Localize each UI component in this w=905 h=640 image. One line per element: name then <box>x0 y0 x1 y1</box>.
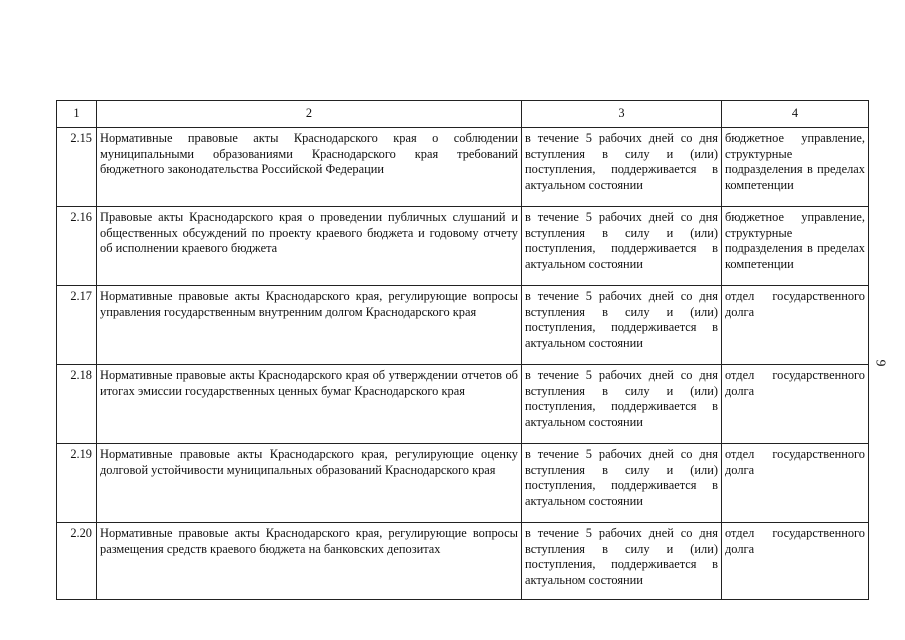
table-row <box>57 523 869 600</box>
row-number: 2.16 <box>57 207 97 286</box>
table-header-row <box>57 101 869 128</box>
row-number: 2.19 <box>57 444 97 523</box>
row-responsible: бюджетное управление, структурные подразделения в пределах компетенции <box>722 128 869 207</box>
row-term: в течение 5 рабочих дней со дня вступления в силу и (или) поступления, поддерживается в актуальном состоянии <box>522 286 722 365</box>
table-row <box>57 365 869 444</box>
header-cell-4: 4 <box>722 101 869 128</box>
row-term: в течение 5 рабочих дней со дня вступления в силу и (или) поступления, поддерживается в актуальном состоянии <box>522 365 722 444</box>
row-number: 2.18 <box>57 365 97 444</box>
header-cell-3: 3 <box>522 101 722 128</box>
table-row <box>57 286 869 365</box>
row-description: Нормативные правовые акты Краснодарского края, регулирующие вопросы управления государственным внутренним долгом Краснодарского края <box>97 286 522 365</box>
row-term: в течение 5 рабочих дней со дня вступления в силу и (или) поступления, поддерживается в актуальном состоянии <box>522 523 722 600</box>
row-term: в течение 5 рабочих дней со дня вступления в силу и (или) поступления, поддерживается в актуальном состоянии <box>522 444 722 523</box>
row-term: в течение 5 рабочих дней со дня вступления в силу и (или) поступления, поддерживается в актуальном состоянии <box>522 128 722 207</box>
row-term: в течение 5 рабочих дней со дня вступления в силу и (или) поступления, поддерживается в актуальном состоянии <box>522 207 722 286</box>
row-number: 2.20 <box>57 523 97 600</box>
header-cell-1: 1 <box>57 101 97 128</box>
table-row <box>57 444 869 523</box>
row-responsible: бюджетное управление, структурные подразделения в пределах компетенции <box>722 207 869 286</box>
row-number: 2.15 <box>57 128 97 207</box>
row-description: Нормативные правовые акты Краснодарского края, регулирующие вопросы размещения средств краевого бюджета на банковских депозитах <box>97 523 522 600</box>
document-table <box>56 100 869 600</box>
row-responsible: отдел государственного долга <box>722 523 869 600</box>
row-responsible: отдел государственного долга <box>722 444 869 523</box>
row-responsible: отдел государственного долга <box>722 365 869 444</box>
header-cell-2: 2 <box>97 101 522 128</box>
row-description: Нормативные правовые акты Краснодарского края, регулирующие оценку долговой устойчивости муниципальных образований Краснодарского края <box>97 444 522 523</box>
row-description: Нормативные правовые акты Краснодарского края об утверждении отчетов об итогах эмиссии государственных ценных бумаг Краснодарского края <box>97 365 522 444</box>
row-description: Правовые акты Краснодарского края о проведении публичных слушаний и общественных обсуждений по проекту краевого бюджета и годовому отчету об исполнении краевого бюджета <box>97 207 522 286</box>
row-description: Нормативные правовые акты Краснодарского края о соблюдении муниципальными образованиями Краснодарского края требований бюджетного законодательства Российской Федерации <box>97 128 522 207</box>
row-responsible: отдел государственного долга <box>722 286 869 365</box>
table-row <box>57 128 869 207</box>
row-number: 2.17 <box>57 286 97 365</box>
table-row <box>57 207 869 286</box>
page-number: 9 <box>872 359 888 367</box>
